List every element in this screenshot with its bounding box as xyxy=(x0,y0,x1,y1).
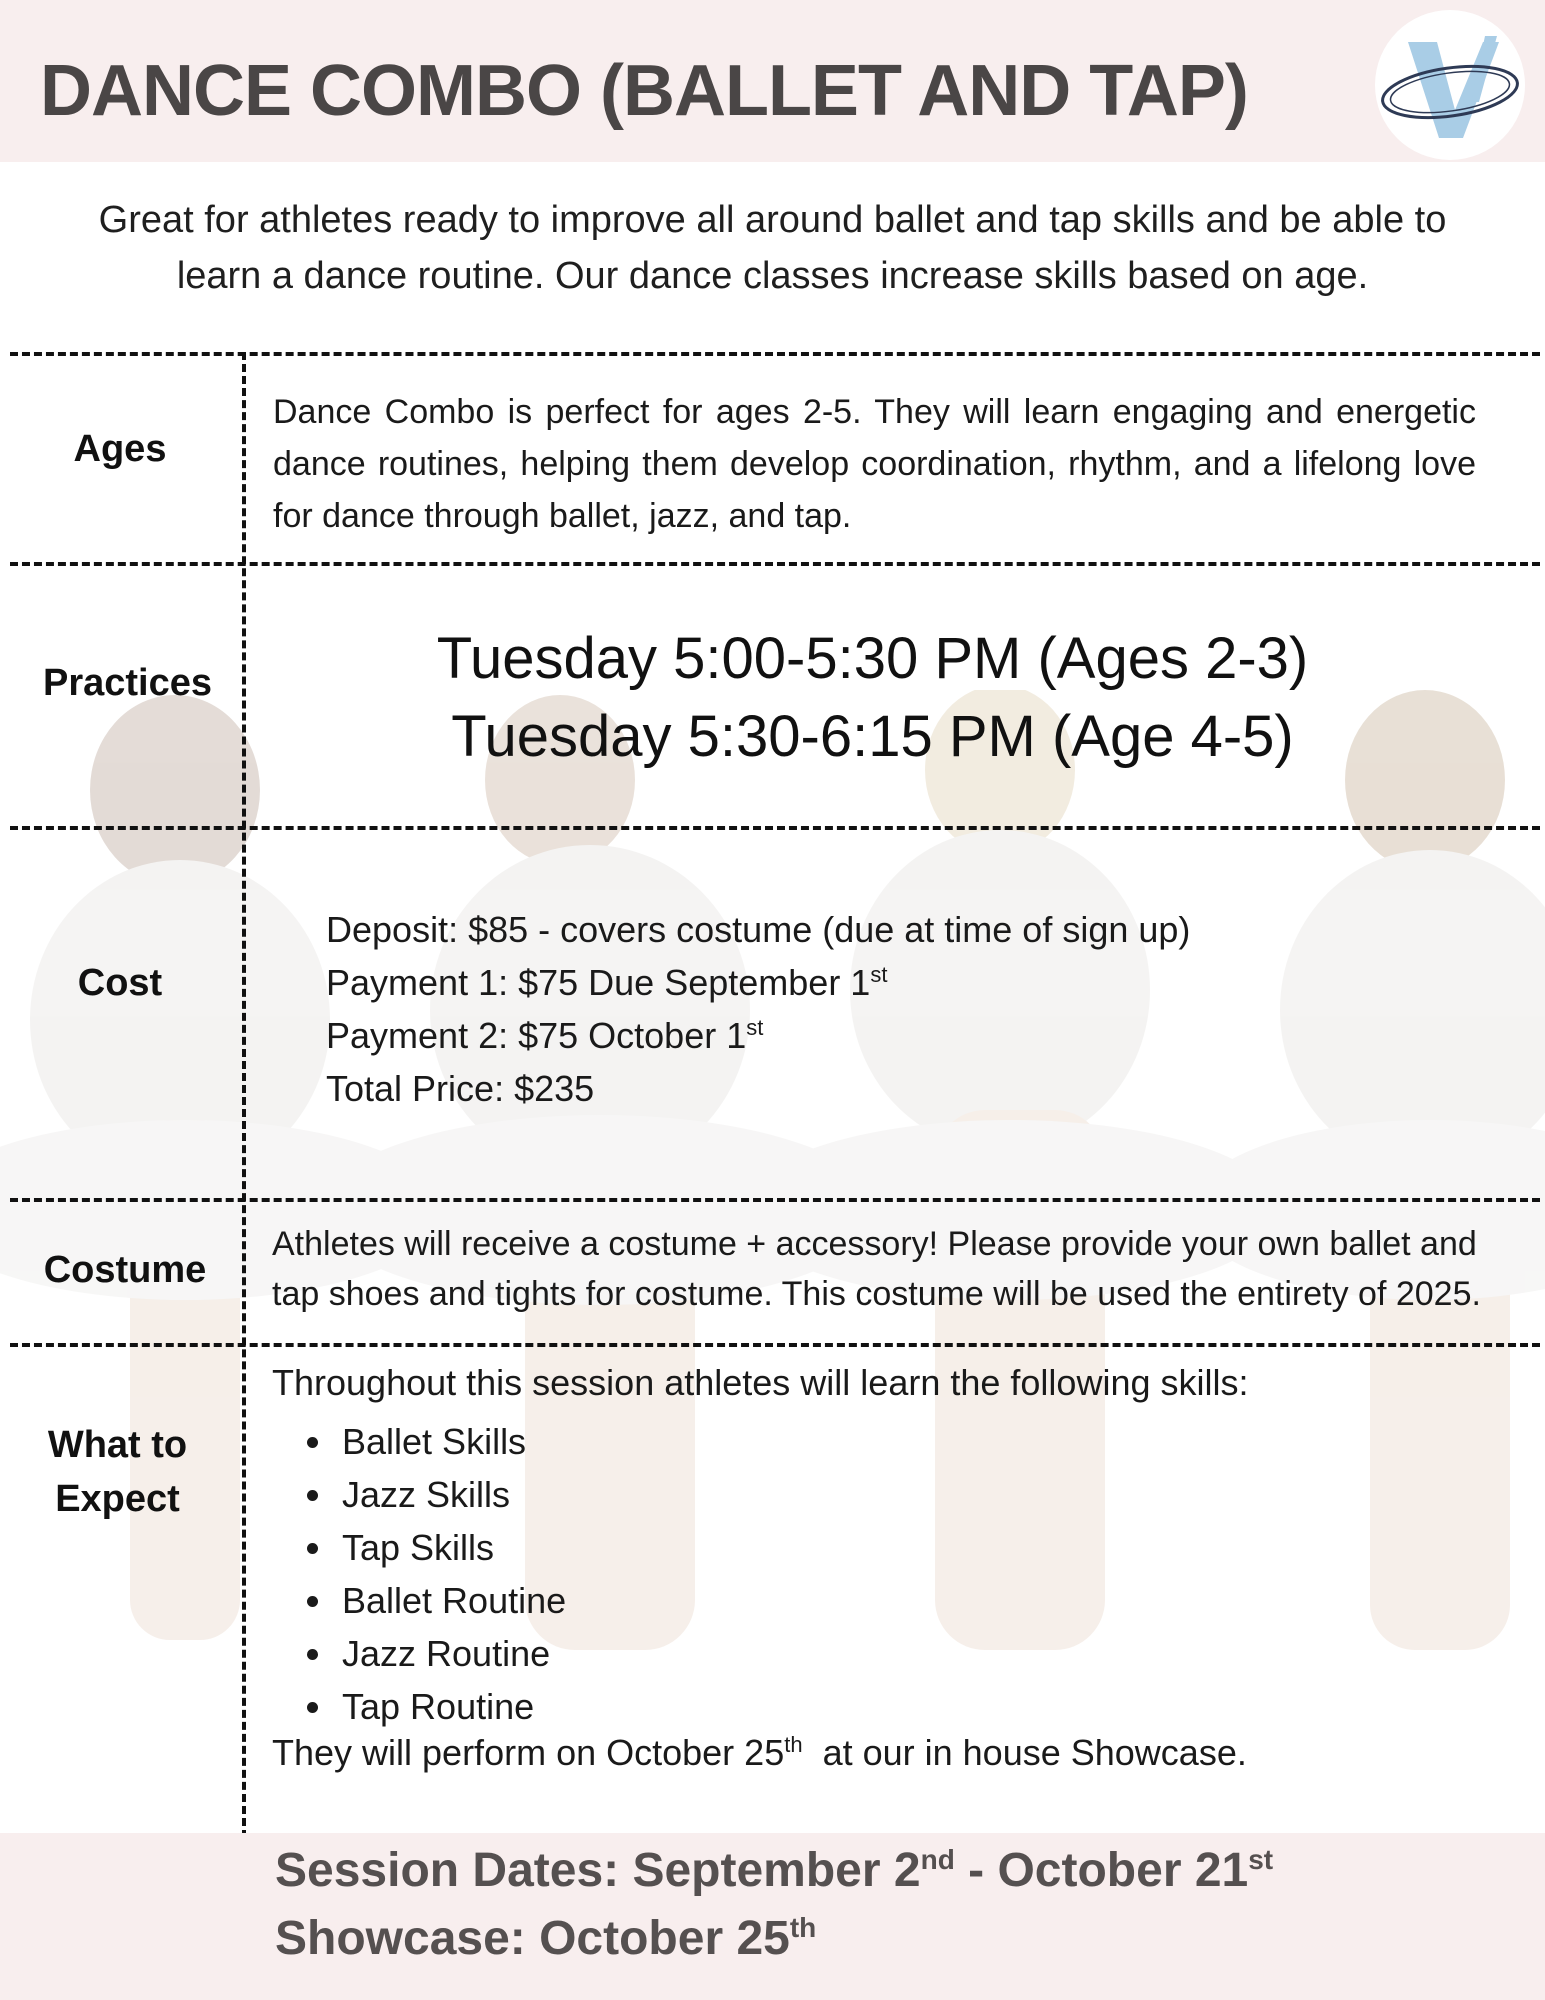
column-divider xyxy=(242,352,246,1838)
table-divider xyxy=(10,1198,1540,1202)
cost-label: Cost xyxy=(77,962,163,1004)
cost-total: Total Price: $235 xyxy=(326,1068,595,1109)
v-star-logo-icon xyxy=(1375,10,1525,160)
practice-time-1: Tuesday 5:00-5:30 PM (Ages 2-3) xyxy=(436,626,1309,691)
showcase-date: Showcase: October 25th xyxy=(275,1912,817,1965)
expect-intro: Throughout this session athletes will learn the following skills: xyxy=(272,1362,1249,1403)
session-dates: Session Dates: September 2nd - October 21st xyxy=(275,1844,1274,1897)
practices-label: Practices xyxy=(42,662,212,704)
costume-label: Costume xyxy=(43,1249,207,1291)
list-item: • Jazz Skills xyxy=(336,1468,566,1521)
table-divider xyxy=(10,826,1540,830)
cost-payment-1: Payment 1: $75 Due September 1st xyxy=(326,962,888,1003)
list-item: • Ballet Routine xyxy=(336,1574,566,1627)
skills-list xyxy=(296,1415,566,1733)
list-item: • Ballet Skills xyxy=(336,1415,566,1468)
ages-text: Dance Combo is perfect for ages 2-5. They will learn engaging and energetic dance routines, helping them develop coordination, rhythm, and a lifelong love for dance through ballet, jazz, and tap. xyxy=(273,393,1476,535)
expect-outro: They will perform on October 25th at our in house Showcase. xyxy=(272,1732,1247,1773)
practice-time-2: Tuesday 5:30-6:15 PM (Age 4-5) xyxy=(451,704,1294,769)
costume-text: Athletes will receive a costume + accessory! Please provide your own ballet and tap shoes and tights for costume. This costume will be used the entirety of 2025. xyxy=(272,1225,1481,1313)
ages-label: Ages xyxy=(73,428,167,470)
table-divider xyxy=(10,352,1540,356)
page-title: DANCE COMBO (BALLET AND TAP) xyxy=(40,51,1248,131)
table-divider xyxy=(10,1343,1540,1347)
list-item: • Tap Skills xyxy=(336,1521,566,1574)
header-band xyxy=(0,0,1545,162)
cost-payment-2: Payment 2: $75 October 1st xyxy=(326,1015,764,1056)
table-divider xyxy=(10,562,1540,566)
footer-band xyxy=(0,1833,1545,2000)
list-item: • Tap Routine xyxy=(336,1680,566,1733)
intro-text: Great for athletes ready to improve all around ballet and tap skills and be able to learn a dance routine. Our dance classes increase skills based on age. xyxy=(98,199,1447,297)
cost-deposit: Deposit: $85 - covers costume (due at time of sign up) xyxy=(326,909,1191,950)
list-item: • Jazz Routine xyxy=(336,1627,566,1680)
expect-label: What to Expect xyxy=(47,1424,188,1520)
